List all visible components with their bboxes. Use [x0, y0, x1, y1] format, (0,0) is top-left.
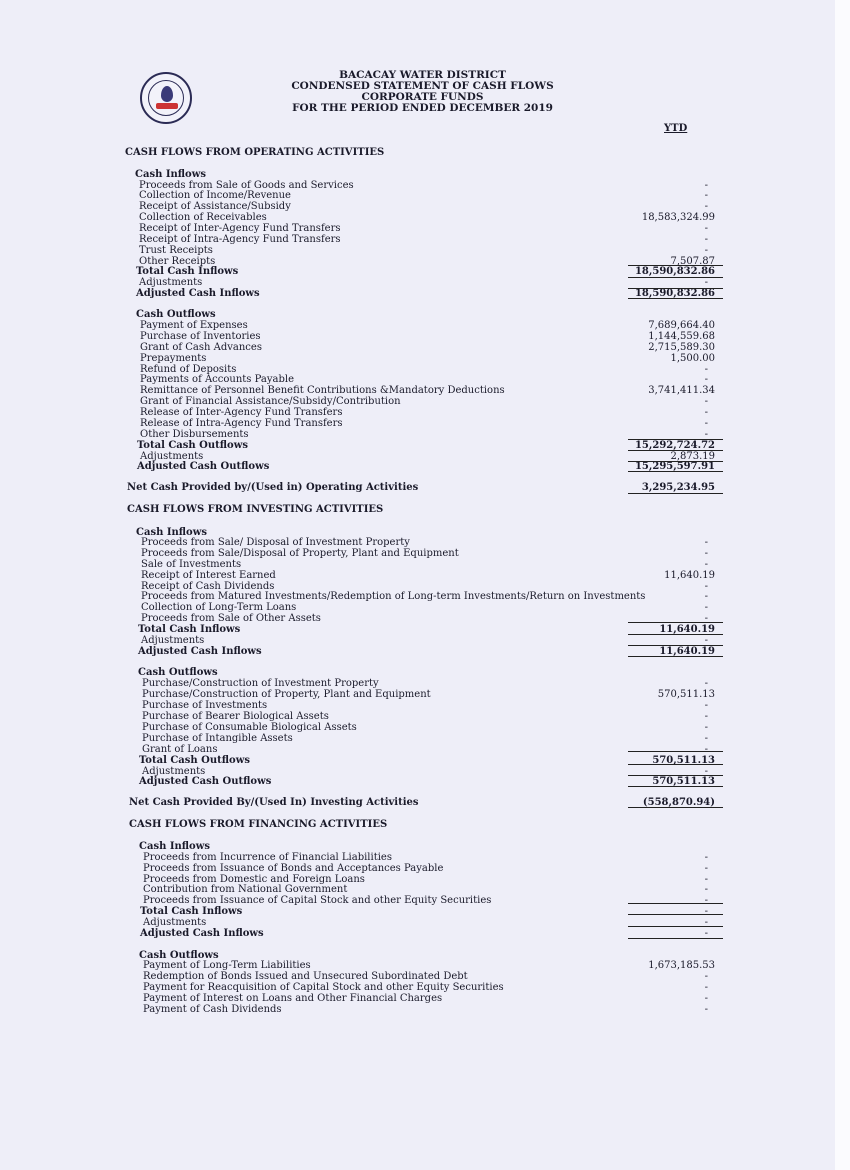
row-amount: 18,590,832.86: [634, 288, 715, 299]
row-amount: 1,500.00: [670, 353, 715, 364]
total-rule: [628, 786, 723, 787]
row-label-receipt-of-intra-agency-fund-transfers: Receipt of Intra-Agency Fund Transfers: [139, 234, 341, 245]
header-line-3: CORPORATE FUNDS: [361, 91, 484, 103]
row-amount: -: [704, 429, 708, 440]
total-rule: [628, 656, 723, 657]
row-label-adjusted-cash-outflows: Adjusted Cash Outflows: [137, 461, 270, 472]
row-label-payment-for-reacquisition-of-capital-sto: Payment for Reacquisition of Capital Stock and other Equity Securities: [143, 982, 504, 993]
row-amount: 1,673,185.53: [648, 960, 715, 971]
row-amount: -: [704, 733, 708, 744]
total-rule: [628, 938, 723, 939]
row-label-adjustments: Adjustments: [143, 917, 207, 928]
row-label-proceeds-from-sale-disposal-of-property-: Proceeds from Sale/Disposal of Property, Plant and Equipment: [141, 548, 459, 559]
row-label-cash-inflows: Cash Inflows: [139, 841, 210, 852]
row-amount: -: [704, 852, 708, 863]
row-label-proceeds-from-issuance-of-capital-stock-: Proceeds from Issuance of Capital Stock and other Equity Securities: [143, 895, 492, 906]
row-label-cash-inflows: Cash Inflows: [136, 527, 207, 538]
row-label-adjusted-cash-inflows: Adjusted Cash Inflows: [138, 646, 262, 657]
row-amount: 3,741,411.34: [648, 385, 715, 396]
row-amount: -: [704, 917, 708, 928]
row-label-payment-of-long-term-liabilities: Payment of Long-Term Liabilities: [143, 960, 311, 971]
row-amount: -: [704, 895, 708, 906]
row-label-grant-of-cash-advances: Grant of Cash Advances: [140, 342, 262, 353]
row-amount: -: [704, 396, 708, 407]
row-label-net-cash-provided-by-used-in-investing-a: Net Cash Provided By/(Used In) Investing Activities: [129, 797, 419, 808]
row-label-refund-of-deposits: Refund of Deposits: [140, 364, 237, 375]
row-label-payment-of-cash-dividends: Payment of Cash Dividends: [143, 1004, 282, 1015]
row-label-cash-flows-from-investing-activities: CASH FLOWS FROM INVESTING ACTIVITIES: [127, 504, 384, 515]
row-label-trust-receipts: Trust Receipts: [139, 245, 213, 256]
header-line-4: FOR THE PERIOD ENDED DECEMBER 2019: [292, 102, 553, 114]
row-amount: -: [704, 559, 708, 570]
row-amount: 11,640.19: [659, 624, 715, 635]
row-amount: -: [704, 364, 708, 375]
row-amount: 7,507.87: [670, 256, 715, 267]
row-amount: 7,689,664.40: [648, 320, 715, 331]
total-rule: [628, 634, 723, 635]
row-amount: -: [704, 602, 708, 613]
total-rule: [628, 751, 723, 752]
row-amount: 18,590,832.86: [634, 266, 715, 277]
total-rule: [628, 288, 723, 289]
row-label-remittance-of-personnel-benefit-contribu: Remittance of Personnel Benefit Contributions &Mandatory Deductions: [140, 385, 505, 396]
row-label-adjusted-cash-outflows: Adjusted Cash Outflows: [139, 776, 272, 787]
row-label-redemption-of-bonds-issued-and-unsecured: Redemption of Bonds Issued and Unsecured Subordinated Debt: [143, 971, 468, 982]
row-amount: -: [704, 407, 708, 418]
row-label-contribution-from-national-government: Contribution from National Government: [143, 884, 348, 895]
row-label-proceeds-from-domestic-and-foreign-loans: Proceeds from Domestic and Foreign Loans: [143, 874, 365, 885]
row-label-cash-flows-from-operating-activities: CASH FLOWS FROM OPERATING ACTIVITIES: [125, 147, 385, 158]
row-label-payment-of-interest-on-loans-and-other-f: Payment of Interest on Loans and Other Financial Charges: [143, 993, 443, 1004]
total-rule: [628, 807, 723, 808]
total-rule: [628, 461, 723, 462]
row-amount: 2,873.19: [670, 451, 715, 462]
row-amount: -: [704, 201, 708, 212]
row-amount: -: [704, 374, 708, 385]
total-rule: [628, 298, 723, 299]
row-amount: -: [704, 190, 708, 201]
row-amount: 15,295,597.91: [634, 461, 715, 472]
row-amount: -: [704, 277, 708, 288]
total-rule: [628, 645, 723, 646]
row-label-receipt-of-interest-earned: Receipt of Interest Earned: [141, 570, 276, 581]
total-rule: [628, 775, 723, 776]
total-rule: [628, 471, 723, 472]
row-label-collection-of-income-revenue: Collection of Income/Revenue: [139, 190, 291, 201]
row-label-adjusted-cash-inflows: Adjusted Cash Inflows: [140, 928, 264, 939]
row-amount: -: [704, 234, 708, 245]
row-label-release-of-inter-agency-fund-transfers: Release of Inter-Agency Fund Transfers: [140, 407, 343, 418]
row-label-proceeds-from-sale-disposal-of-investmen: Proceeds from Sale/ Disposal of Investment Property: [141, 537, 410, 548]
district-seal-logo: [140, 72, 192, 124]
row-label-total-cash-inflows: Total Cash Inflows: [138, 624, 241, 635]
row-label-purchase-of-bearer-biological-assets: Purchase of Bearer Biological Assets: [142, 711, 329, 722]
total-rule: [628, 450, 723, 451]
row-amount: -: [704, 245, 708, 256]
row-amount: 570,511.13: [652, 755, 715, 766]
row-amount: -: [704, 700, 708, 711]
row-label-adjustments: Adjustments: [142, 766, 206, 777]
row-label-other-disbursements: Other Disbursements: [140, 429, 249, 440]
row-label-receipt-of-assistance-subsidy: Receipt of Assistance/Subsidy: [139, 201, 291, 212]
row-label-total-cash-inflows: Total Cash Inflows: [136, 266, 239, 277]
row-label-sale-of-investments: Sale of Investments: [141, 559, 242, 570]
row-amount: -: [704, 993, 708, 1004]
row-amount: -: [704, 711, 708, 722]
row-label-grant-of-financial-assistance-subsidy-co: Grant of Financial Assistance/Subsidy/Contribution: [140, 396, 401, 407]
row-amount: (558,870.94): [642, 797, 715, 808]
row-label-prepayments: Prepayments: [140, 353, 207, 364]
row-label-collection-of-receivables: Collection of Receivables: [139, 212, 267, 223]
row-label-proceeds-from-matured-investments-redemp: Proceeds from Matured Investments/Redemption of Long-term Investments/Return on Investments: [141, 591, 646, 602]
row-amount: -: [704, 1004, 708, 1015]
row-amount: 570,511.13: [657, 689, 715, 700]
row-label-cash-flows-from-financing-activities: CASH FLOWS FROM FINANCING ACTIVITIES: [129, 819, 388, 830]
row-label-other-receipts: Other Receipts: [139, 256, 216, 267]
row-amount: 11,640.19: [659, 646, 715, 657]
statement-header: [270, 70, 575, 114]
row-label-purchase-of-intangible-assets: Purchase of Intangible Assets: [142, 733, 293, 744]
row-label-grant-of-loans: Grant of Loans: [142, 744, 218, 755]
row-amount: -: [704, 906, 708, 917]
row-label-adjustments: Adjustments: [141, 635, 205, 646]
row-amount: 11,640.19: [664, 570, 715, 581]
row-amount: -: [704, 744, 708, 755]
row-amount: 18,583,324.99: [641, 212, 715, 223]
row-amount: -: [704, 180, 708, 191]
row-label-adjustments: Adjustments: [139, 277, 203, 288]
header-line-2: CONDENSED STATEMENT OF CASH FLOWS: [291, 80, 554, 92]
row-amount: -: [704, 635, 708, 646]
total-rule: [628, 914, 723, 915]
row-label-total-cash-inflows: Total Cash Inflows: [140, 906, 243, 917]
total-rule: [628, 439, 723, 440]
row-amount: 15,292,724.72: [634, 440, 715, 451]
row-label-proceeds-from-sale-of-goods-and-services: Proceeds from Sale of Goods and Services: [139, 180, 354, 191]
row-label-adjustments: Adjustments: [140, 451, 204, 462]
row-label-payment-of-expenses: Payment of Expenses: [140, 320, 248, 331]
row-label-receipt-of-cash-dividends: Receipt of Cash Dividends: [141, 581, 275, 592]
row-label-cash-outflows: Cash Outflows: [136, 309, 216, 320]
row-label-total-cash-outflows: Total Cash Outflows: [137, 440, 248, 451]
total-rule: [628, 764, 723, 765]
row-amount: -: [704, 223, 708, 234]
row-amount: -: [704, 418, 708, 429]
total-rule: [628, 903, 723, 904]
row-amount: -: [704, 537, 708, 548]
row-amount: -: [704, 591, 708, 602]
total-rule: [628, 493, 723, 494]
total-rule: [628, 265, 723, 266]
row-amount: -: [704, 863, 708, 874]
row-label-purchase-of-inventories: Purchase of Inventories: [140, 331, 261, 342]
row-label-payments-of-accounts-payable: Payments of Accounts Payable: [140, 374, 294, 385]
row-amount: -: [704, 982, 708, 993]
scan-edge: [835, 0, 850, 1170]
row-amount: -: [704, 613, 708, 624]
row-label-purchase-of-investments: Purchase of Investments: [142, 700, 268, 711]
row-amount: 2,715,589.30: [648, 342, 715, 353]
row-amount: -: [704, 884, 708, 895]
row-label-cash-outflows: Cash Outflows: [138, 667, 218, 678]
row-amount: -: [704, 766, 708, 777]
total-rule: [628, 926, 723, 927]
row-label-receipt-of-inter-agency-fund-transfers: Receipt of Inter-Agency Fund Transfers: [139, 223, 341, 234]
row-label-purchase-of-consumable-biological-assets: Purchase of Consumable Biological Assets: [142, 722, 357, 733]
row-amount: -: [704, 548, 708, 559]
row-amount: -: [704, 971, 708, 982]
row-amount: -: [704, 874, 708, 885]
row-amount: 3,295,234.95: [641, 482, 715, 493]
row-amount: 570,511.13: [652, 776, 715, 787]
row-label-collection-of-long-term-loans: Collection of Long-Term Loans: [141, 602, 297, 613]
row-label-proceeds-from-sale-of-other-assets: Proceeds from Sale of Other Assets: [141, 613, 321, 624]
total-rule: [628, 277, 723, 278]
row-label-purchase-construction-of-property-plant-: Purchase/Construction of Property, Plant and Equipment: [142, 689, 431, 700]
total-rule: [628, 622, 723, 623]
row-amount: 1,144,559.68: [648, 331, 715, 342]
row-amount: -: [704, 581, 708, 592]
ytd-column-header: YTD: [664, 123, 688, 134]
row-label-cash-outflows: Cash Outflows: [139, 950, 219, 961]
row-label-proceeds-from-issuance-of-bonds-and-acce: Proceeds from Issuance of Bonds and Acceptances Payable: [143, 863, 444, 874]
row-amount: -: [704, 722, 708, 733]
row-label-proceeds-from-incurrence-of-financial-li: Proceeds from Incurrence of Financial Liabilities: [143, 852, 392, 863]
row-amount: -: [704, 678, 708, 689]
row-label-purchase-construction-of-investment-prop: Purchase/Construction of Investment Property: [142, 678, 379, 689]
header-line-1: BACACAY WATER DISTRICT: [339, 69, 506, 81]
row-amount: -: [704, 928, 708, 939]
row-label-total-cash-outflows: Total Cash Outflows: [139, 755, 250, 766]
row-label-cash-inflows: Cash Inflows: [135, 169, 206, 180]
row-label-release-of-intra-agency-fund-transfers: Release of Intra-Agency Fund Transfers: [140, 418, 343, 429]
row-label-net-cash-provided-by-used-in-operating-a: Net Cash Provided by/(Used in) Operating Activities: [127, 482, 419, 493]
row-label-adjusted-cash-inflows: Adjusted Cash Inflows: [136, 288, 260, 299]
